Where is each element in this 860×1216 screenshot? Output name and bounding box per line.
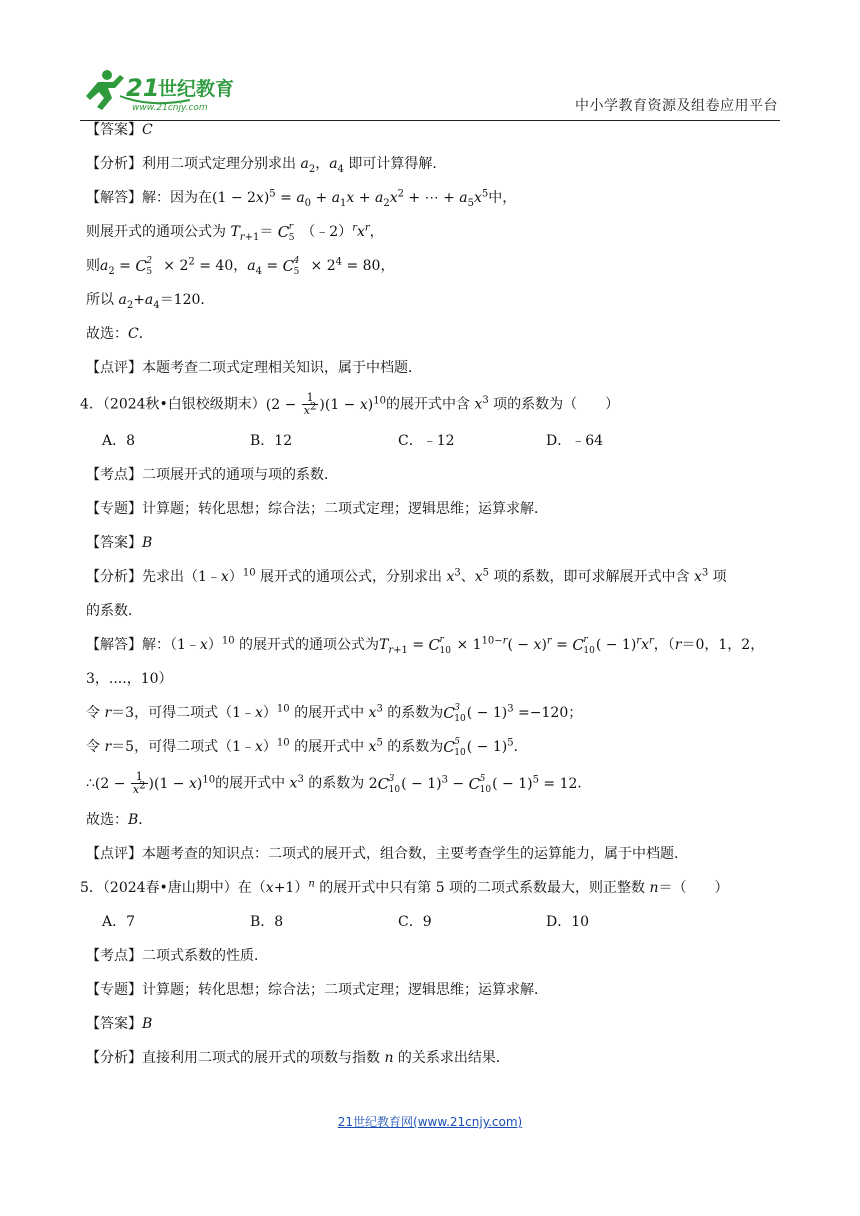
q3-solution-2: 则展开式的通项公式为 $T_{r+1}= C$ r 5 $(﹣2)^rx^r$，: [86, 222, 384, 243]
q4-analysis-2: 的系数．: [86, 603, 142, 619]
svg-text:世纪教育: 世纪教育: [158, 78, 235, 100]
q4-solution-1: 【解答】解：（1﹣x）$^{10}$ 的展开式的通项公式为$T_{r+1} = C$ r 10 × $1^{10-r}( - x)^r = C$ r 10 ( − $1)^rx^r$，（r＝0，1，2，: [86, 635, 765, 656]
platform-title: 中小学教育资源及组卷应用平台: [575, 98, 778, 114]
q4-option-d[interactable]: D．﹣64: [546, 433, 604, 449]
q4-options: [86, 431, 786, 451]
footer-link[interactable]: 21世纪教育网(www.21cnjy.com): [337, 1115, 523, 1129]
q4-option-c[interactable]: C．﹣12: [398, 433, 455, 449]
q3-solution-4: 所以 $a_2+a_4=120$．: [86, 292, 215, 311]
page-header: [80, 62, 780, 121]
q3-solution-3: 则$a_2 = C$ 2 5 × $2^2 = 40$，$a_4 = C$ 4 5 × $2^4 = 80$，: [86, 256, 395, 277]
q4-option-a[interactable]: A．8: [102, 433, 136, 449]
q4-solution-2: 3，....，10）: [86, 671, 173, 687]
q5-option-b[interactable]: B．8: [250, 914, 284, 930]
q4-solution-4: 令 r＝5，可得二项式（1﹣x）$^{10}$ 的展开式中 $x^5$ 的系数为C 5 10 ( − 1)$^5$．: [86, 737, 528, 758]
q3-answer: 【答案】C: [86, 122, 153, 138]
svg-text:www.21cnjy.com: www.21cnjy.com: [132, 103, 208, 113]
q4-analysis-1: 【分析】先求出（1﹣x）$^{10}$ 展开式的通项公式，分别求出 $x^3$、$x^5$ 项的系数，即可求解展开式中含 $x^3$ 项: [86, 567, 727, 585]
q4-solution-5: ∴(2 − $\frac{1}{x^2}$ )$(1 - x)^{10}$的展开式中 $x^3$ 的系数为 2C 3 10 ( − 1)$^3$ − C 5 10 ( − 1)$^5$ = 12．: [86, 770, 592, 796]
q4-stem: 4．（2024秋•白银校级期末）(2 − $\frac{1}{x^2}$ )$(1 - x)^{10}$的展开式中含 $x^3$ 项的系数为（ ）: [80, 391, 620, 417]
q3-comment: 【点评】本题考查二项式定理相关知识，属于中档题．: [86, 360, 422, 376]
q3-solution-1: 【解答】解：因为在$(1 - 2x)^5 = a_0 + a_1x + a_2x^2$ + ⋯ + $a_5x^5$中，: [86, 188, 517, 209]
q5-options: [86, 912, 786, 932]
q5-answer: 【答案】B: [86, 1016, 153, 1032]
q4-option-b[interactable]: B．12: [250, 433, 293, 449]
q5-stem: 5．（2024春•唐山期中）在$(x+1)^n$ 的展开式中只有第 5 项的二项式系数最大，则正整数 n＝（ ）: [80, 878, 729, 896]
q5-option-c[interactable]: C．9: [398, 914, 432, 930]
logo: [80, 66, 270, 114]
q5-topic: 【专题】计算题；转化思想；综合法；二项式定理；逻辑思维；运算求解．: [86, 982, 548, 998]
q4-answer: 【答案】B: [86, 535, 153, 551]
runner-logo-icon: [80, 66, 270, 114]
q4-solution-3: 令 r＝3，可得二项式（1﹣x）$^{10}$ 的展开式中 $x^3$ 的系数为C 3 10 ( − 1)$^3$ =−120；: [86, 703, 583, 724]
q4-comment: 【点评】本题考查的知识点：二项式的展开式，组合数，主要考查学生的运算能力，属于中档题．: [86, 846, 688, 862]
q4-topic: 【专题】计算题；转化思想；综合法；二项式定理；逻辑思维；运算求解．: [86, 501, 548, 517]
q3-choose: 故选：C．: [86, 326, 153, 342]
q4-point: 【考点】二项展开式的通项与项的系数．: [86, 467, 338, 483]
q5-point: 【考点】二项式系数的性质．: [86, 948, 268, 964]
q4-choose: 故选：B．: [86, 812, 153, 828]
q5-option-d[interactable]: D．10: [546, 914, 590, 930]
document-body: [80, 120, 786, 1068]
q3-analysis: 【分析】利用二项式定理分别求出 $a_2$，$a_4$ 即可计算得解．: [86, 156, 447, 175]
page-footer: [0, 1113, 860, 1130]
q5-option-a[interactable]: A．7: [102, 914, 136, 930]
q5-analysis: 【分析】直接利用二项式的展开式的项数与指数 n 的关系求出结果．: [86, 1050, 510, 1066]
svg-text:21: 21: [126, 74, 160, 102]
